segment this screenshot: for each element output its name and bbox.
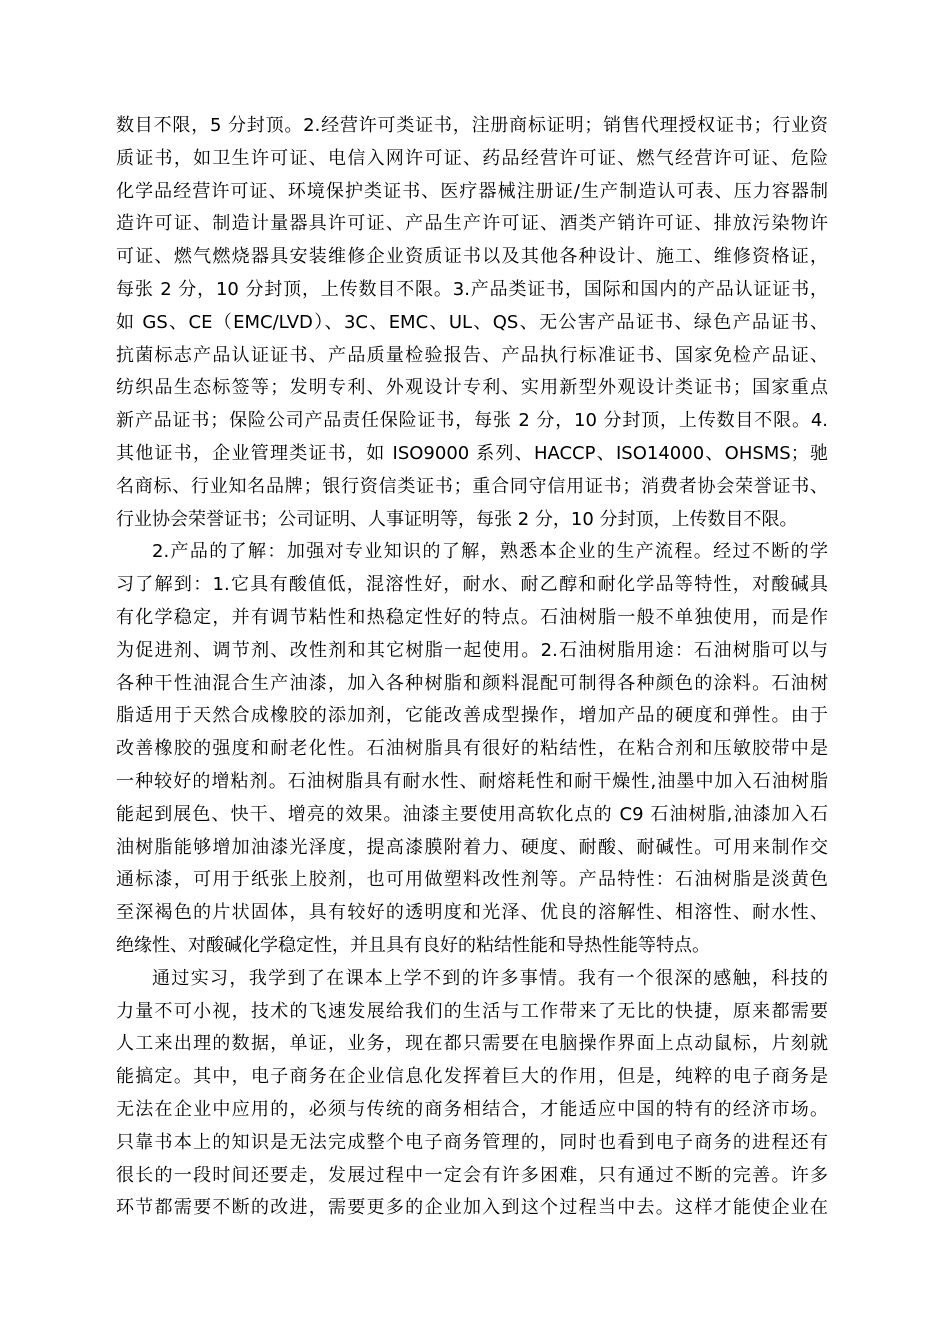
- text-line: 通标漆，可用于纸张上胶剂，也可用做塑料改性剂等。产品特性：石油树脂是淡黄色: [116, 869, 828, 891]
- text-line: 2.产品的了解：加强对专业知识的了解，熟悉本企业的生产流程。经过不断的学: [152, 541, 828, 563]
- text-line: 能起到展色、快干、增亮的效果。油漆主要使用高软化点的 C9 石油树脂,油漆加入石: [116, 803, 828, 825]
- text-line: 数目不限，5 分封顶。2.经营许可类证书，注册商标证明；销售代理授权证书；行业资: [116, 115, 828, 136]
- text-line: 新产品证书；保险公司产品责任保险证书，每张 2 分，10 分封顶，上传数目不限。4.: [116, 410, 828, 432]
- text-line: 习了解到：1.它具有酸值低，混溶性好，耐水、耐乙醇和耐化学品等特性，对酸碱具: [116, 574, 828, 596]
- text-line: 造许可证、制造计量器具许可证、产品生产许可证、酒类产销许可证、排放污染物许: [116, 213, 828, 235]
- text-line: 各种干性油混合生产油漆，加入各种树脂和颜料混配可制得各种颜色的涂料。石油树: [116, 672, 828, 694]
- text-line: 油树脂能够增加油漆光泽度，提高漆膜附着力、硬度、耐酸、耐碱性。可用来制作交: [116, 836, 828, 858]
- text-line: 名商标、行业知名品牌；银行资信类证书；重合同守信用证书；消费者协会荣誉证书、: [116, 475, 828, 497]
- text-line: 人工来出理的数据，单证，业务，现在都只需要在电脑操作界面上点动鼠标，片刻就: [116, 1033, 828, 1055]
- text-line: 可证、燃气燃烧器具安装维修企业资质证书以及其他各种设计、施工、维修资格证，: [116, 246, 828, 268]
- text-line: 通过实习，我学到了在课本上学不到的许多事情。我有一个很深的感触，科技的: [152, 967, 828, 989]
- text-line: 每张 2 分，10 分封顶，上传数目不限。3.产品类证书，国际和国内的产品认证证书，: [116, 278, 828, 300]
- text-line: 绝缘性、对酸碱化学稳定性，并且具有良好的粘结性能和导热性能等特点。: [116, 934, 710, 956]
- text-line: 如 GS、CE（EMC/LVD）、3C、EMC、UL、QS、无公害产品证书、绿色产品证书、: [116, 311, 828, 333]
- text-line: 无法在企业中应用的，必须与传统的商务相结合，才能适应中国的特有的经济市场。: [116, 1098, 828, 1120]
- text-line: 其他证书，企业管理类证书，如 ISO9000 系列、HACCP、ISO14000、OHSMS；驰: [116, 442, 828, 464]
- paragraph: [116, 110, 828, 536]
- text-line: 力量不可小视，技术的飞速发展给我们的生活与工作带来了无比的快捷，原来都需要: [116, 1000, 828, 1022]
- text-line: 抗菌标志产品认证证书、产品质量检验报告、产品执行标准证书、国家免检产品证、: [116, 344, 828, 366]
- text-line: 只靠书本上的知识是无法完成整个电子商务管理的，同时也看到电子商务的进程还有: [116, 1131, 828, 1153]
- text-line: 纺织品生态标签等；发明专利、外观设计专利、实用新型外观设计类证书；国家重点: [116, 377, 828, 399]
- text-line: 为促进剂、调节剂、改性剂和其它树脂一起使用。2.石油树脂用途：石油树脂可以与: [116, 639, 828, 661]
- text-line: 质证书，如卫生许可证、电信入网许可证、药品经营许可证、燃气经营许可证、危险: [116, 147, 828, 169]
- text-line: 至深褐色的片状固体，具有较好的透明度和光泽、优良的溶解性、相溶性、耐水性、: [116, 902, 828, 924]
- text-line: 环节都需要不断的改进，需要更多的企业加入到这个过程当中去。这样才能使企业在: [116, 1197, 828, 1219]
- text-line: 脂适用于天然合成橡胶的添加剂，它能改善成型操作，增加产品的硬度和弹性。由于: [116, 705, 828, 727]
- text-line: 很长的一段时间还要走，发展过程中一定会有许多困难，只有通过不断的完善。许多: [116, 1164, 828, 1186]
- text-line: 化学品经营许可证、环境保护类证书、医疗器械注册证/生产制造认可表、压力容器制: [116, 180, 828, 202]
- text-line: 改善橡胶的强度和耐老化性。石油树脂具有很好的粘结性，在粘合剂和压敏胶带中是: [116, 738, 828, 760]
- text-line: 一种较好的增粘剂。石油树脂具有耐水性、耐熔耗性和耐干燥性,油墨中加入石油树脂: [116, 770, 828, 792]
- document-page: [116, 110, 828, 1225]
- text-line: 行业协会荣誉证书；公司证明、人事证明等，每张 2 分，10 分封顶，上传数目不限。: [116, 508, 798, 530]
- paragraph: [116, 536, 828, 962]
- text-line: 能搞定。其中，电子商务在企业信息化发挥着巨大的作用，但是，纯粹的电子商务是: [116, 1066, 828, 1088]
- text-line: 有化学稳定，并有调节粘性和热稳定性好的特点。石油树脂一般不单独使用，而是作: [116, 606, 828, 628]
- paragraph: [116, 963, 828, 1225]
